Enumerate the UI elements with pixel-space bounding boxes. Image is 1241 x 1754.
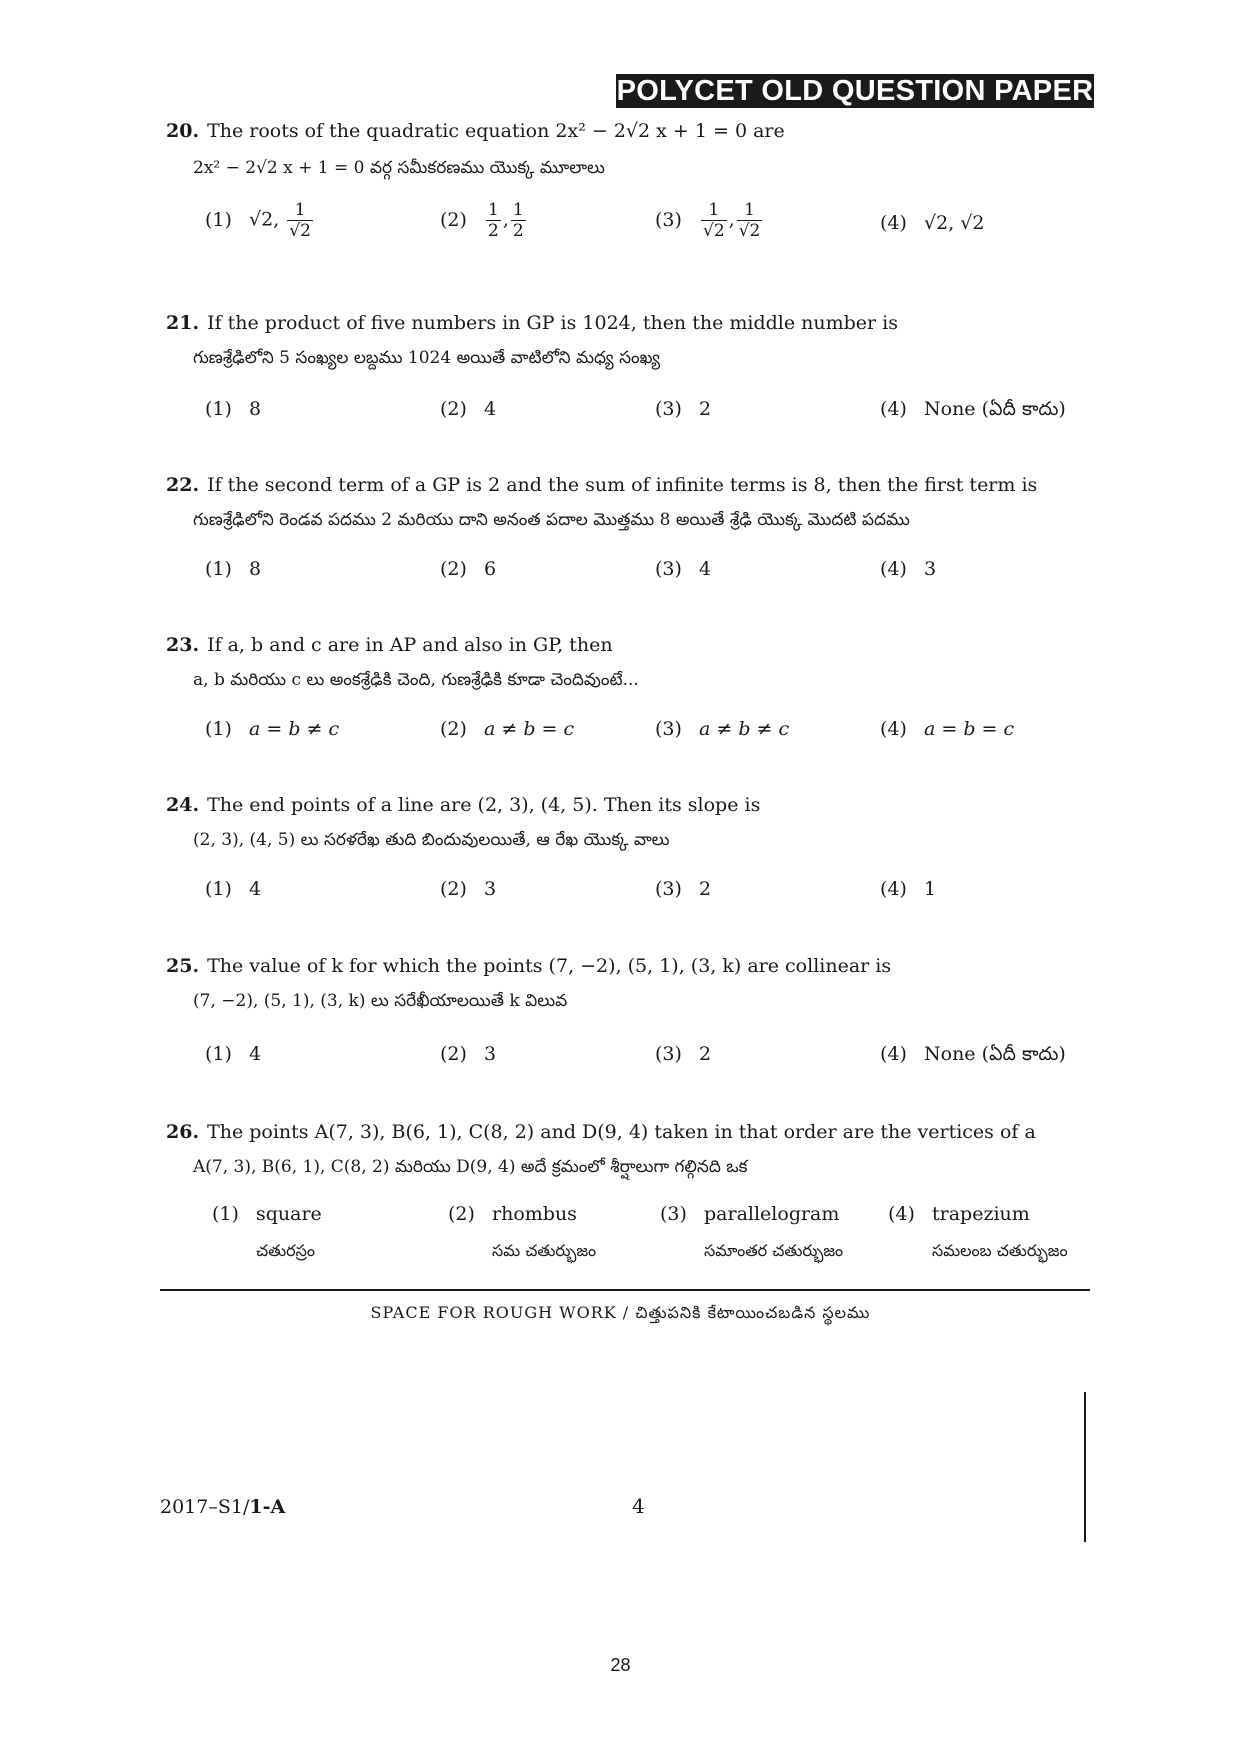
option-text: a ≠ b = c [484,718,575,740]
fraction-numerator: 1 [701,200,727,221]
option-2 [448,1203,577,1225]
option-text: 4 [699,558,712,580]
fraction-denominator: √2 [703,221,725,241]
option-number: (3) [655,208,682,231]
option-2 [440,718,574,740]
fraction-numerator: 1 [488,200,499,220]
option-3 [655,1043,711,1065]
fraction [701,200,727,241]
question-text-te: 2x² − 2√2 x + 1 = 0 వర్గ సమీకరణము యొక్క మూలాలు [193,158,605,178]
fraction-denominator: 2 [512,221,524,241]
option-3 [655,398,711,420]
option-text: None (ఏదీ కాదు) [924,1043,1066,1065]
option-number: (2) [440,208,467,231]
paper-code-set: 1-A [249,1496,286,1518]
option-text: 4 [249,1043,262,1065]
option-text: 3 [484,878,497,900]
option-separator: , [728,208,735,231]
option-number: (1) [205,1043,232,1065]
option-number: (2) [440,718,467,740]
divider-rule [160,1289,1090,1291]
question-text-te: గుణశ్రేఢిలోని 5 సంఖ్యల లబ్దము 1024 అయితే వాటిలోని మధ్య సంఖ్య [193,348,661,368]
option-number: (4) [880,878,907,900]
option-3 [655,200,764,241]
option-text: √2, √2 [924,212,985,234]
rough-work-label: SPACE FOR ROUGH WORK / చిత్తుపనికి కేటాయించబడిన స్థలము [370,1303,871,1322]
fraction-denominator: √2 [289,221,311,241]
option-number: (2) [440,398,467,420]
option-text: 2 [699,1043,712,1065]
option-2 [440,1043,496,1065]
question-text-en: If the second term of a GP is 2 and the sum of infinite terms is 8, then the first term is [207,474,1038,496]
option-text: 2 [699,398,712,420]
page-number: 28 [610,1655,631,1675]
option-4 [880,558,936,580]
option-3 [655,718,789,740]
option-1 [205,718,339,740]
option-text: trapezium [932,1203,1030,1225]
option-separator: , [502,208,509,231]
fraction [486,200,501,241]
option-number: (3) [655,718,682,740]
question-number: 25. [166,955,200,977]
option-number: (4) [880,718,907,740]
question-text-en: If a, b and c are in AP and also in GP, then [207,634,613,656]
option-3 [655,558,711,580]
option-4-te: సమలంబ చతుర్భుజం [932,1241,1068,1260]
option-4 [888,1203,1030,1225]
question-text-te: (7, −2), (5, 1), (3, k) లు సరేఖీయాలయితే k విలువ [193,991,568,1011]
option-number: (3) [655,878,682,900]
option-number: (2) [440,558,467,580]
option-number: (1) [205,398,232,420]
option-text: a ≠ b ≠ c [699,718,790,740]
question-number: 23. [166,634,200,656]
page-banner: POLYCET OLD QUESTION PAPER [616,75,1094,107]
fraction [737,200,763,241]
option-1 [205,1043,261,1065]
option-text: 3 [484,1043,497,1065]
question-number: 22. [166,474,200,496]
question-number: 21. [166,312,200,334]
option-text: a = b ≠ c [249,718,340,740]
option-text: 8 [249,558,262,580]
option-number: (1) [205,718,232,740]
option-1 [205,878,261,900]
option-2 [440,878,496,900]
question-text-en: If the product of five numbers in GP is 1024, then the middle number is [207,312,898,334]
fraction-numerator: 1 [512,200,524,220]
paper-code-prefix: 2017–S1/ [160,1496,250,1518]
option-3-te: సమాంతర చతుర్భుజం [704,1241,844,1260]
option-3 [655,878,711,900]
option-text: √2, [249,208,280,231]
fraction-denominator: 2 [488,221,499,241]
option-2 [440,558,496,580]
paper-code [160,1496,285,1518]
option-2 [440,398,496,420]
fraction [287,200,313,241]
option-number: (3) [660,1203,687,1225]
option-1 [205,558,261,580]
option-text: square [256,1203,322,1225]
option-4 [880,398,1066,425]
option-text: 2 [699,878,712,900]
option-4 [880,718,1014,740]
option-1 [205,398,261,420]
option-number: (1) [205,878,232,900]
option-1 [205,200,315,241]
option-number: (4) [880,398,907,420]
option-text: a = b = c [924,718,1015,740]
option-text: 8 [249,398,262,420]
option-text: rhombus [492,1203,577,1225]
question-text-te: గుణశ్రేఢిలోని రెండవ పదము 2 మరియు దాని అనంత పదాల మొత్తము 8 అయితే శ్రేఢి యొక్క మొదటి పదము [193,510,910,530]
option-1-te: చతురస్రం [256,1241,315,1260]
option-text: None (ఏదీ కాదు) [924,398,1066,420]
question-text-te: (2, 3), (4, 5) లు సరళరేఖ తుది బిందువులయితే, ఆ రేఖ యొక్క వాలు [193,830,670,850]
fraction [511,200,526,241]
option-4 [880,878,936,900]
option-3 [660,1203,839,1225]
question-text-te: A(7, 3), B(6, 1), C(8, 2) మరియు D(9, 4) అదే క్రమంలో శీర్షాలుగా గల్గినది ఒక [193,1157,748,1177]
option-text: 1 [924,878,937,900]
option-1 [212,1203,322,1225]
fraction-numerator: 1 [287,200,313,221]
question-text-en: The roots of the quadratic equation 2x² − 2√2 x + 1 = 0 are [207,120,785,142]
option-2 [440,200,528,241]
sheet-number: 4 [632,1494,645,1518]
question-text-en: The value of k for which the points (7, −2), (5, 1), (3, k) are collinear is [207,955,892,977]
option-number: (4) [880,558,907,580]
option-number: (3) [655,1043,682,1065]
option-number: (3) [655,558,682,580]
option-number: (2) [440,878,467,900]
option-4 [880,1043,1066,1070]
option-number: (1) [212,1203,239,1225]
margin-line [1084,1392,1086,1542]
fraction-numerator: 1 [737,200,763,221]
fraction-denominator: √2 [738,221,761,241]
option-number: (3) [655,398,682,420]
question-number: 20. [166,120,200,142]
option-text: 4 [484,398,497,420]
question-text-te: a, b మరియు c లు అంకశ్రేఢికి చెంది, గుణశ్రేఢికి కూడా చెందివుంటే... [193,670,639,690]
option-number: (4) [880,1043,907,1065]
option-text: 4 [249,878,262,900]
question-text-en: The end points of a line are (2, 3), (4, 5). Then its slope is [207,794,761,816]
option-2-te: సమ చతుర్భుజం [492,1241,597,1260]
option-text: 6 [484,558,497,580]
option-number: (4) [888,1203,915,1225]
question-text-en: The points A(7, 3), B(6, 1), C(8, 2) and D(9, 4) taken in that order are the vertices of a [207,1121,1036,1143]
option-text: 3 [924,558,937,580]
question-number: 24. [166,794,200,816]
option-number: (1) [205,208,232,231]
option-number: (2) [440,1043,467,1065]
question-number: 26. [166,1121,200,1143]
option-number: (2) [448,1203,475,1225]
option-number: (1) [205,558,232,580]
option-number: (4) [880,212,907,234]
option-4 [880,212,984,234]
option-text: parallelogram [704,1203,840,1225]
